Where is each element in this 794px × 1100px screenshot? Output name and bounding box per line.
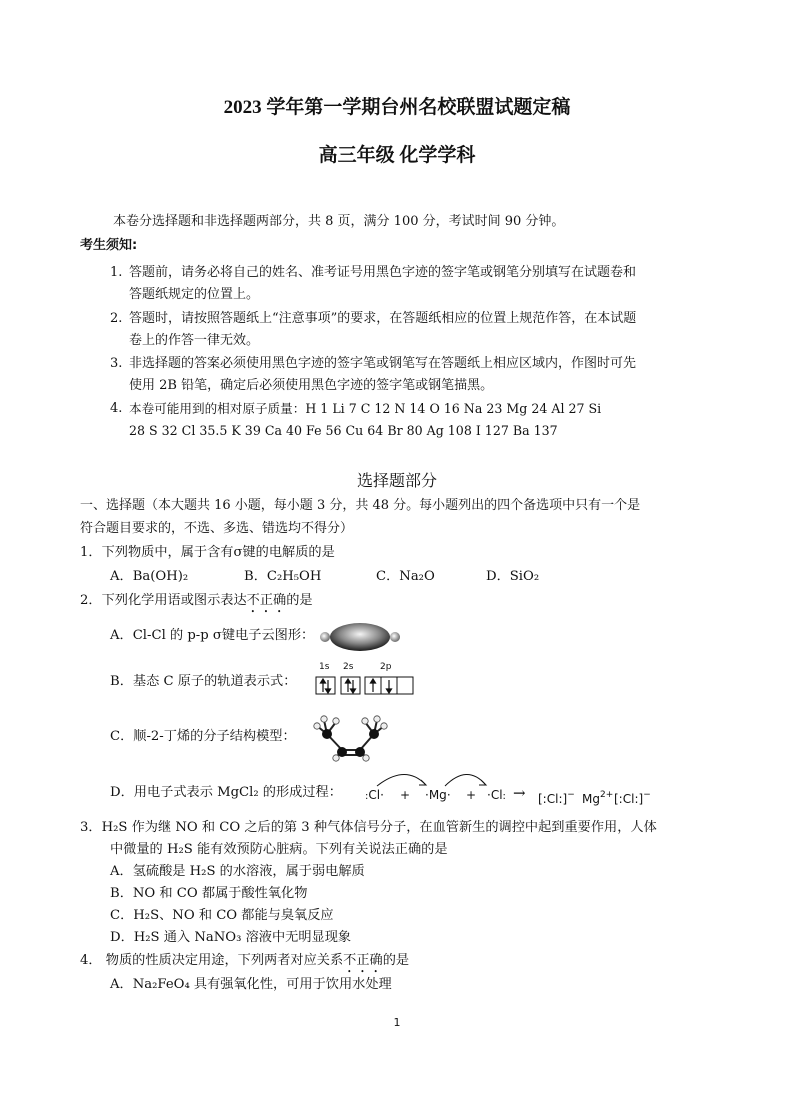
chloride-ion: Cl — [546, 792, 559, 806]
notice-line: 28 S 32 Cl 35.5 K 39 Ca 40 Fe 56 Cu 64 Br 80 Ag 108 I 127 Ba 137 — [129, 423, 558, 438]
reaction-arrow: → — [513, 784, 526, 802]
chloride-ion: Cl — [622, 792, 635, 806]
cis-2-butene-model — [312, 712, 392, 762]
intro-text: 本卷分选择题和非选择题两部分，共 8 页，满分 100 分，考试时间 90 分钟。 — [113, 214, 565, 229]
dot-left: · — [487, 788, 491, 802]
notice-line: 非选择题的答案必须使用黑色字迹的签字笔或钢笔写在答题纸上相应区域内，作图时可先 — [129, 356, 637, 371]
q2-stem-emphasis: 不正确 — [246, 593, 287, 608]
bracket-close: :] — [634, 792, 644, 806]
q1-stem: 1．下列物质中，属于含有σ键的电解质的是 — [80, 545, 335, 560]
chlorine-atom: Cl — [490, 788, 503, 802]
dot-right: · — [446, 788, 451, 802]
notice-num: 2. — [110, 311, 123, 326]
notice-line: 使用 2B 铅笔，确定后必须使用黑色字迹的签字笔或钢笔描黑。 — [129, 378, 494, 393]
section-title: 选择题部分 — [356, 471, 437, 490]
orbital-diagram — [315, 676, 417, 696]
notice-num: 3. — [110, 356, 123, 371]
notice-num: 4. — [110, 401, 123, 416]
notice-line: 本卷可能用到的相对原子质量：H 1 Li 7 C 12 N 14 O 16 Na 23 Mg 24 Al 27 Si — [129, 401, 602, 416]
q2-stem-before: 2．下列化学用语或图示表达 — [80, 593, 247, 608]
notice-line: 答题纸规定的位置上。 — [129, 287, 260, 302]
q3-stem-line1: 3．H₂S 作为继 NO 和 CO 之后的第 3 种气体信号分子，在血管新生的调控中起到重要作用，人体 — [80, 820, 657, 835]
q2-stem — [80, 591, 313, 616]
notice-line: 答题时，请按照答题纸上“注意事项”的要求，在答题纸相应的位置上规范作答，在本试题 — [129, 311, 637, 326]
q2-option-c: C．顺-2-丁烯的分子结构模型： — [110, 729, 296, 744]
part1-instruction: 一、选择题（本大题共 16 小题，每小题 3 分，共 48 分。每小题列出的四个备选项中只有一个是 — [80, 498, 641, 513]
bracket-open: [: — [538, 792, 547, 806]
q4-stem-after: 的是 — [382, 953, 410, 968]
magnesium-charge: 2+ — [599, 790, 614, 800]
q4-stem-before: 4． 物质的性质决定用途，下列两者对应关系 — [80, 953, 344, 968]
plus-sign: + — [400, 788, 411, 802]
dot-right: · — [380, 788, 384, 802]
q2-option-d: D．用电子式表示 MgCl₂ 的形成过程： — [110, 785, 342, 800]
notice-line: 卷上的作答一律无效。 — [129, 333, 260, 348]
chloride-charge: − — [643, 790, 651, 800]
q3-stem-line2: 中微量的 H₂S 能有效预防心脏病。下列有关说法正确的是 — [110, 842, 448, 857]
dot-left: : — [365, 791, 369, 802]
sigma-bond-cloud-image — [318, 620, 402, 654]
q3-option-b: B．NO 和 CO 都属于酸性氧化物 — [110, 886, 308, 901]
orbital-label-1s: 1s — [319, 662, 330, 672]
chloride-charge: − — [567, 790, 575, 800]
chlorine-atom: Cl — [368, 788, 381, 802]
q2-stem-after: 的是 — [286, 593, 313, 608]
notice-num: 1. — [110, 265, 123, 280]
q1-option-d: D．SiO₂ — [486, 569, 540, 584]
bracket-close: :] — [558, 792, 568, 806]
plus-sign: + — [466, 788, 477, 802]
q4-stem-emphasis: 不正确 — [343, 953, 383, 968]
q3-option-a: A．氢硫酸是 H₂S 的水溶液，属于弱电解质 — [110, 864, 365, 879]
bracket-open: [: — [614, 792, 623, 806]
orbital-label-2p: 2p — [380, 662, 392, 672]
paper-title: 2023 学年第一学期台州名校联盟试题定稿 — [223, 97, 571, 118]
magnesium-ion: Mg — [582, 792, 600, 806]
dot-left: · — [425, 788, 429, 802]
orbital-label-2s: 2s — [343, 662, 354, 672]
notice-line: 答题前，请务必将自己的姓名、准考证号用黑色字迹的签字笔或钢笔分别填写在试题卷和 — [129, 265, 637, 280]
part1-instruction: 符合题目要求的，不选、多选、错选均不得分） — [80, 521, 354, 536]
q3-option-d: D．H₂S 通入 NaNO₃ 溶液中无明显现象 — [110, 930, 352, 945]
notice-title: 考生须知: — [80, 238, 138, 253]
page-number: 1 — [393, 1016, 401, 1029]
q4-option-a: A．Na₂FeO₄ 具有强氧化性，可用于饮用水处理 — [110, 977, 392, 992]
q1-option-a: A．Ba(OH)₂ — [110, 569, 189, 584]
q2-option-b: B．基态 C 原子的轨道表示式： — [110, 674, 297, 689]
dot-right: : — [502, 791, 506, 802]
q3-option-c: C．H₂S、NO 和 CO 都能与臭氧反应 — [110, 908, 334, 923]
q1-option-c: C．Na₂O — [376, 569, 435, 584]
paper-subtitle: 高三年级 化学学科 — [318, 145, 476, 166]
q2-option-a: A．Cl-Cl 的 p-p σ键电子云图形： — [110, 628, 315, 643]
q4-stem — [80, 951, 409, 976]
q1-option-b: B．C₂H₅OH — [244, 569, 322, 584]
magnesium-atom: Mg — [428, 788, 447, 802]
